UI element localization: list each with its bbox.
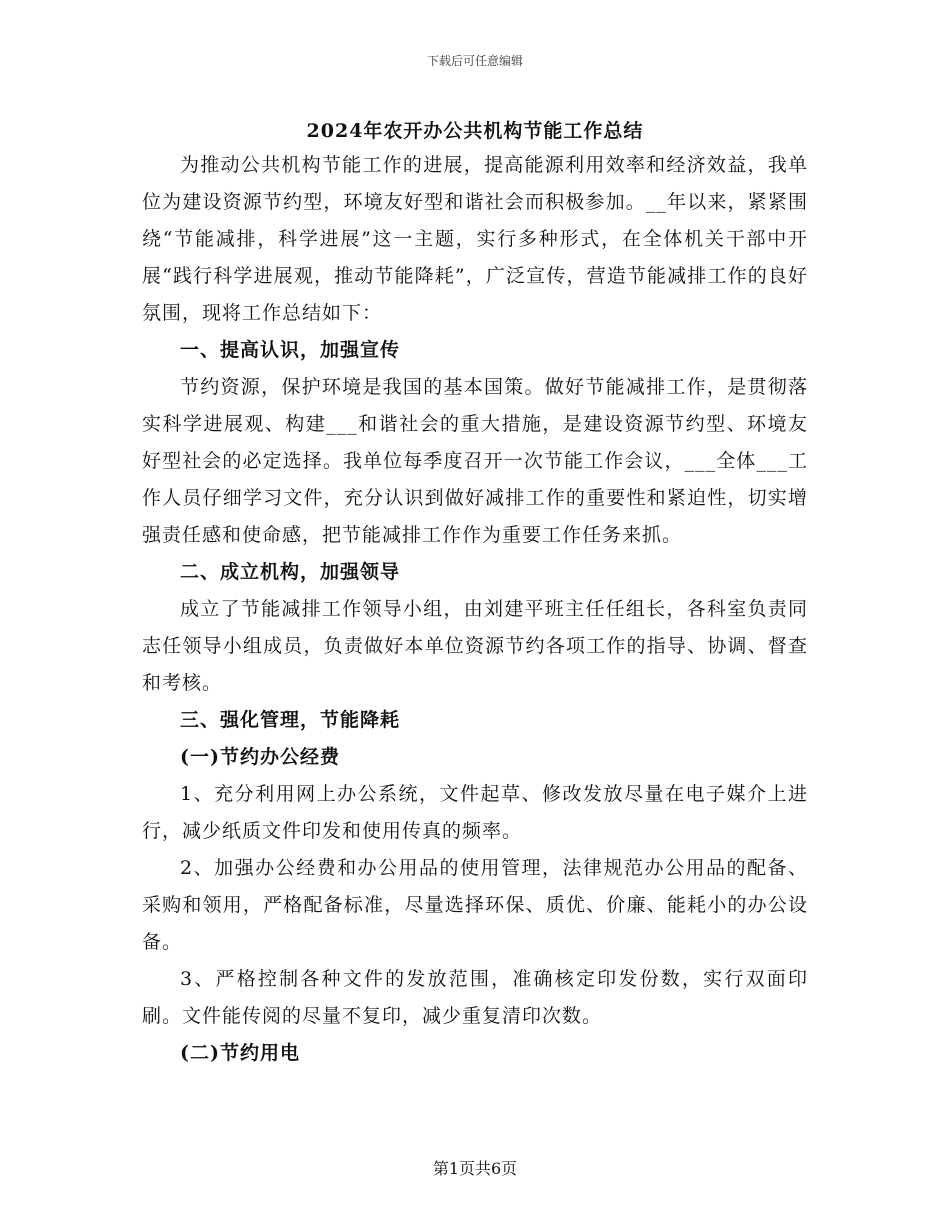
intro-paragraph: 为推动公共机构节能工作的进展，提高能源利用效率和经济效益，我单位为建设资源节约型，环境友好型和谐社会而积极参加。__年以来，紧紧围绕“节能减排，科学进展”这一主题，实行多种形式，在全体机关干部中开展“践行科学进展观，推动节能降耗”，广泛宣传，营造节能减排工作的良好氛围，现将工作总结如下： <box>142 154 808 324</box>
section-heading-3: 三、强化管理，节能降耗 <box>180 709 401 731</box>
section-1-paragraph: 节约资源，保护环境是我国的基本国策。做好节能减排工作，是贯彻落实科学进展观、构建___和谐社会的重大措施，是建设资源节约型、环境友好型社会的必定选择。我单位每季度召开一次节能工作会议，___全体___工作人员仔细学习文件，充分认识到做好减排工作的重要性和紧迫性，切实增强责任感和使命感，把节能减排工作作为重要工作任务来抓。 <box>142 376 808 546</box>
page-footer-pagination: 第1页共6页 <box>432 1159 518 1178</box>
section-2-paragraph: 成立了节能减排工作领导小组，由刘建平班主任任组长，各科室负责同志任领导小组成员，负责做好本单位资源节约各项工作的指导、协调、督查和考核。 <box>142 598 808 694</box>
subsection-heading-1: (一)节约办公经费 <box>180 746 340 768</box>
list-item-paragraph: 1、充分利用网上办公系统，文件起草、修改发放尽量在电子媒介上进行，减少纸质文件印发和使用传真的频率。 <box>142 783 808 842</box>
section-heading-2: 二、成立机构，加强领导 <box>180 561 401 583</box>
subsection-heading-2: (二)节约用电 <box>180 1042 300 1064</box>
list-item-paragraph: 3、严格控制各种文件的发放范围，准确核定印发份数，实行双面印刷。文件能传阅的尽量不复印，减少重复清印次数。 <box>142 968 808 1027</box>
page-header-note: 下载后可任意编辑 <box>426 54 523 68</box>
document-title: 2024年农开办公共机构节能工作总结 <box>306 120 644 142</box>
list-item-paragraph: 2、加强办公经费和办公用品的使用管理，法律规范办公用品的配备、采购和领用，严格配备标准，尽量选择环保、质优、价廉、能耗小的办公设备。 <box>142 857 808 953</box>
document-body <box>142 147 808 1072</box>
section-heading-1: 一、提高认识，加强宣传 <box>180 339 401 361</box>
